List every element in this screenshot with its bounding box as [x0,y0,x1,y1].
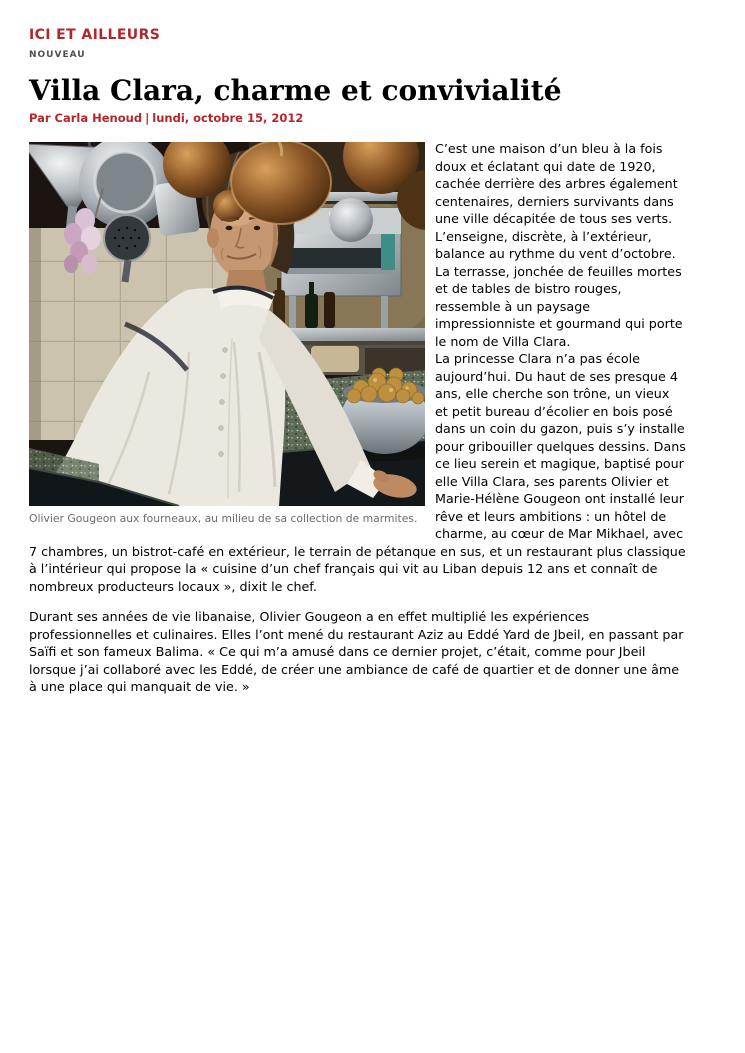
photo-caption: Olivier Gougeon aux fourneaux, au milieu de sa collection de marmites. [29,512,418,526]
paragraph-1-sentence-2: L’enseigne, discrète, à l’extérieur, balance au rythme du vent d’octobre. La terrasse, jonchée de feuilles mortes et de tables de bistro rouges, ressemble à un paysage impressionniste et gourmand qui porte le nom de Villa Clara. [435,228,683,349]
article-figure [29,142,425,526]
byline-separator: | [145,111,150,126]
chef-kitchen-photo-illustration [29,142,425,506]
article-photo [29,142,425,506]
article-title: Villa Clara, charme et convivialité [29,74,562,107]
byline [29,111,686,125]
paragraph-1-sentence-3: La princesse Clara n’a pas école aujourd’hui. Du haut de ses presque 4 ans, elle cherche son trône, un vieux et petit bureau d’écolier en bois posé dans un coin du gazon, puis s’y installe pour gribouiller quelques dessins. Dans ce lieu serein et magique, baptisé pour elle Villa Clara, ses parents Olivier et Marie-Hélène Gougeon ont installé leur rêve et leurs ambitions : un hôtel de charme, au cœur de Mar Mikhael, avec 7 chambres, un bistrot-café en extérieur, le terrain de pétanque en sus, et un restaurant plus classique à l’intérieur qui propose la « cuisine d’un chef français qui vit au Liban depuis 12 ans et connaît de nombreux producteurs locaux », dixit le chef. [29,351,686,594]
paragraph-1-sentence-1: C’est une maison d’un bleu à la fois doux et éclatant qui date de 1920, cachée derrière des arbres également centenaires, derniers survivants dans une ville décapitée de tous ses verts. [435,141,678,227]
subsection-link[interactable]: NOUVEAU [29,50,86,60]
section-link[interactable]: ICI ET AILLEURS [29,27,161,43]
article-body [29,140,686,696]
byline-date: lundi, octobre 15, 2012 [152,111,304,126]
article-paragraph-2: Durant ses années de vie libanaise, Olivier Gougeon a en effet multiplié les expériences professionnelles et culinaires. Elles l’ont mené du restaurant Aziz au Eddé Yard de Jbeil, en passant par Saïfi et son fameux Balima. « Ce qui m’a amusé dans ce dernier projet, c’était, comme pour Jbeil lorsque j’ai collaboré avec les Eddé, de créer une ambiance de café de quartier et de donner une âme à une place qui manquait de vie. » [29,609,684,695]
byline-author: Par Carla Henoud [29,111,143,126]
